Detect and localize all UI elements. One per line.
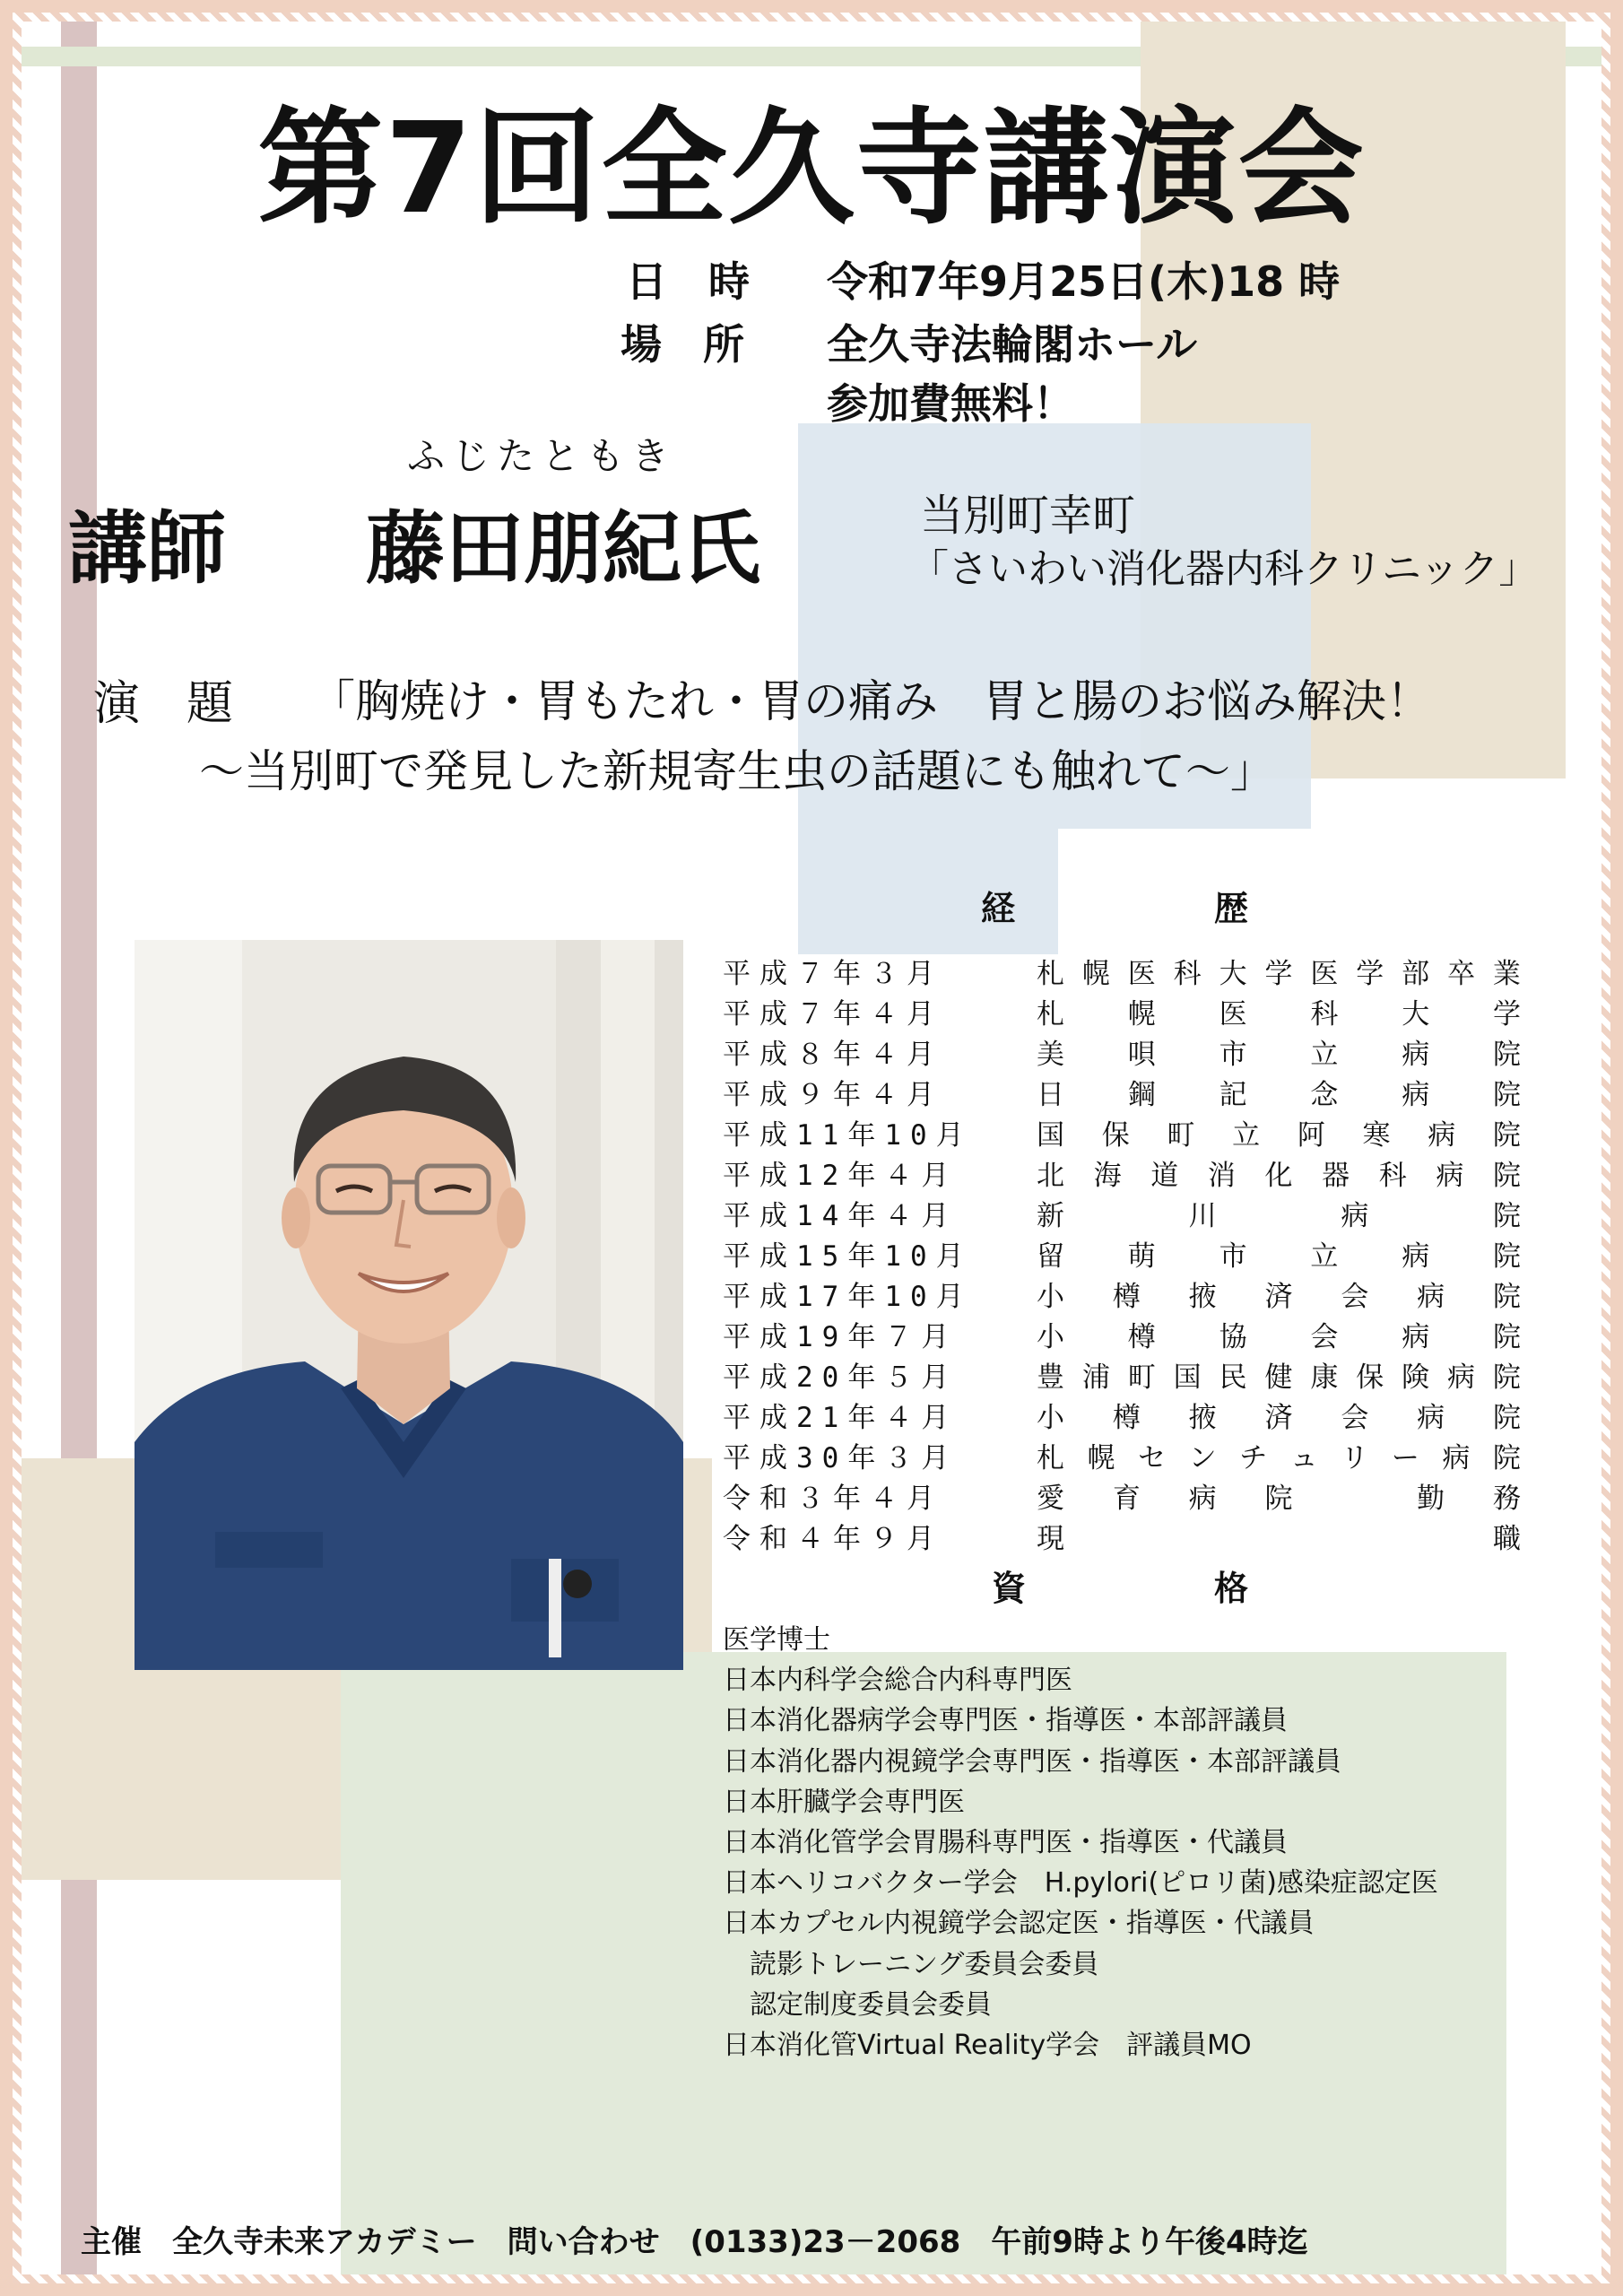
- lecturer-town: 当別町幸町: [920, 491, 1136, 541]
- career-place-char: 病: [1188, 1483, 1217, 1515]
- career-place: [1037, 991, 1521, 1031]
- career-place-char: 院: [1492, 1240, 1521, 1273]
- career-date: 平成21年４月: [723, 1402, 959, 1434]
- career-place-char: 新: [1037, 1200, 1064, 1232]
- career-place-char: 幌: [1081, 958, 1110, 990]
- career-place-char: 立: [1310, 1039, 1339, 1071]
- career-date: 平成14年４月: [723, 1200, 959, 1232]
- career-place-text: [1037, 1516, 1521, 1556]
- career-place: [1037, 1516, 1521, 1556]
- career-place-char: 会: [1310, 1321, 1339, 1353]
- career-place: [1037, 1354, 1521, 1395]
- career-place-char: 保: [1356, 1361, 1384, 1394]
- career-place-char: 記: [1219, 1079, 1247, 1111]
- topic-line2: ～当別町で発見した新規寄生虫の話題にも触れて～」: [199, 745, 1275, 797]
- career-place-char: 学: [1356, 958, 1384, 990]
- career-place-char: 病: [1447, 1361, 1476, 1394]
- career-place-char: 院: [1492, 1200, 1521, 1232]
- career-place-char: 幌: [1127, 998, 1156, 1031]
- career-place-char: ュ: [1289, 1442, 1318, 1474]
- career-row: [723, 1072, 1521, 1112]
- career-place-char: 病: [1402, 1240, 1430, 1273]
- career-date: 平成17年10月: [723, 1281, 973, 1313]
- career-place-char: 樽: [1112, 1402, 1141, 1434]
- career-place-char: ン: [1188, 1442, 1217, 1474]
- career-place: [1037, 1395, 1521, 1435]
- career-table: [723, 951, 1521, 1556]
- career-place-char: 健: [1264, 1361, 1293, 1394]
- career-place-char: 鋼: [1127, 1079, 1156, 1111]
- career-place-char: 掖: [1188, 1281, 1217, 1313]
- career-place-char: 科: [1173, 958, 1202, 990]
- career-place: [1037, 1072, 1521, 1112]
- career-place-text: [1037, 1193, 1521, 1233]
- career-row: [723, 1031, 1521, 1072]
- career-place-char: 勤: [1417, 1483, 1445, 1515]
- career-place-char: 大: [1402, 998, 1430, 1031]
- career-date: 令和４年９月: [723, 1523, 943, 1555]
- qualification-item: 日本ヘリコバクター学会 H.pylori(ピロリ菌)感染症認定医: [723, 1867, 1438, 1900]
- topic-label: 演 題: [93, 677, 234, 731]
- career-place-char: 病: [1428, 1119, 1456, 1152]
- career-place-char: 院: [1492, 1361, 1521, 1394]
- qualification-item: 日本内科学会総合内科専門医: [723, 1665, 1072, 1697]
- career-place-char: 掖: [1188, 1402, 1217, 1434]
- career-place-char: 唄: [1127, 1039, 1156, 1071]
- career-place-text: [1037, 951, 1521, 991]
- career-place-char: 医: [1219, 998, 1247, 1031]
- career-row: [723, 1314, 1521, 1354]
- career-place: [1037, 1314, 1521, 1354]
- career-place-char: 美: [1037, 1039, 1064, 1071]
- career-place-char: 病: [1436, 1160, 1464, 1192]
- career-place-text: [1037, 1233, 1521, 1274]
- career-place-char: 樽: [1112, 1281, 1141, 1313]
- career-place-char: 化: [1264, 1160, 1293, 1192]
- career-place: [1037, 1112, 1521, 1152]
- qualification-item: 日本カプセル内視鏡学会認定医・指導医・代議員: [723, 1908, 1315, 1940]
- career-place-char: 院: [1492, 1321, 1521, 1353]
- career-row: [723, 951, 1521, 991]
- career-row: [723, 1395, 1521, 1435]
- place-value: 全久寺法輪閣ホール: [827, 320, 1198, 369]
- qualification-item: 医学博士: [723, 1624, 830, 1656]
- career-place-char: 大: [1219, 958, 1247, 990]
- career-place-char: 医: [1310, 958, 1339, 990]
- career-place-char: 院: [1492, 1039, 1521, 1071]
- career-place-char: 小: [1037, 1402, 1064, 1434]
- career-place: [1037, 951, 1521, 991]
- career-date: 平成８年４月: [723, 1039, 943, 1071]
- career-place-char: 病: [1341, 1200, 1369, 1232]
- career-place-char: チ: [1239, 1442, 1268, 1474]
- poster-title: 第7回全久寺講演会: [257, 96, 1366, 242]
- lecturer-label: 講師: [68, 502, 227, 595]
- career-place-char: 済: [1264, 1281, 1293, 1313]
- career-place-text: [1037, 1031, 1521, 1072]
- topic-line1: 「胸焼け・胃もたれ・胃の痛み 胃と腸のお悩み解決！: [310, 675, 1431, 727]
- career-date: 平成11年10月: [723, 1119, 973, 1152]
- career-place-char: 阿: [1297, 1119, 1325, 1152]
- lecturer-name: 藤田朋紀氏: [366, 502, 761, 595]
- career-place-char: ー: [1391, 1442, 1419, 1474]
- career-place-char: 院: [1492, 1281, 1521, 1313]
- career-place: [1037, 1274, 1521, 1314]
- career-place-char: 立: [1310, 1240, 1339, 1273]
- career-date: 平成19年７月: [723, 1321, 959, 1353]
- career-place-char: 豊: [1037, 1361, 1064, 1394]
- lecturer-furigana: ふじたともき: [407, 434, 677, 478]
- career-place-char: 町: [1167, 1119, 1195, 1152]
- career-place-char: セ: [1138, 1442, 1167, 1474]
- career-place-char: 器: [1322, 1160, 1350, 1192]
- qualification-heading-b: 格: [1214, 1569, 1249, 1608]
- career-place-char: 学: [1264, 958, 1293, 990]
- career-place-char: 萌: [1127, 1240, 1156, 1273]
- career-heading-a: 経: [981, 889, 1016, 928]
- career-row: [723, 1233, 1521, 1274]
- qualification-item: 日本消化器病学会専門医・指導医・本部評議員: [723, 1705, 1288, 1737]
- career-place-char: 院: [1264, 1483, 1293, 1515]
- qualification-item: 日本消化管学会胃腸科専門医・指導医・代議員: [723, 1827, 1288, 1859]
- career-place-text: [1037, 1314, 1521, 1354]
- lecturer-photo: [135, 940, 683, 1670]
- career-place-char: 務: [1492, 1483, 1521, 1515]
- career-row: [723, 1475, 1521, 1516]
- career-place-char: 育: [1112, 1483, 1141, 1515]
- career-place-char: 町: [1127, 1361, 1156, 1394]
- qualification-item: 日本消化器内視鏡学会専門医・指導医・本部評議員: [723, 1745, 1341, 1778]
- date-value: 令和7年9月25日(木)18 時: [827, 257, 1341, 306]
- career-place-char: 道: [1150, 1160, 1179, 1192]
- career-place-char: 科: [1378, 1160, 1407, 1192]
- career-date: 平成７年４月: [723, 998, 943, 1031]
- career-place-char: 小: [1037, 1321, 1064, 1353]
- mauve-vertical-stripe: [61, 22, 97, 2274]
- career-place-char: 学: [1492, 998, 1521, 1031]
- career-place-char: 樽: [1127, 1321, 1156, 1353]
- career-date: 平成20年５月: [723, 1361, 959, 1394]
- career-place-char: 保: [1101, 1119, 1130, 1152]
- career-place-char: 卒: [1447, 958, 1476, 990]
- career-place-char: 部: [1402, 958, 1430, 990]
- career-place-char: 市: [1219, 1039, 1247, 1071]
- career-place-char: 職: [1493, 1523, 1521, 1555]
- qualification-item: 日本消化管Virtual Reality学会 評議員MO: [723, 2030, 1252, 2062]
- career-place-char: 消: [1207, 1160, 1236, 1192]
- career-date: 平成30年３月: [723, 1442, 959, 1474]
- career-row: [723, 991, 1521, 1031]
- career-row: [723, 1274, 1521, 1314]
- career-place-text: [1037, 1475, 1521, 1516]
- career-row: [723, 1112, 1521, 1152]
- career-place-char: 札: [1037, 1442, 1064, 1474]
- career-place-char: [1341, 1475, 1368, 1516]
- qualification-item: 認定制度委員会委員: [723, 1988, 992, 2021]
- qualification-heading-a: 資: [992, 1569, 1027, 1608]
- career-place-char: 会: [1341, 1402, 1369, 1434]
- career-place-char: 病: [1402, 1039, 1430, 1071]
- career-place: [1037, 1152, 1521, 1193]
- career-date: 平成15年10月: [723, 1240, 973, 1273]
- career-date: 平成12年４月: [723, 1160, 959, 1192]
- career-place: [1037, 1193, 1521, 1233]
- career-place-char: 小: [1037, 1281, 1064, 1313]
- career-row: [723, 1354, 1521, 1395]
- career-place-char: 市: [1219, 1240, 1247, 1273]
- career-place-char: 院: [1492, 1442, 1521, 1474]
- career-place-char: 民: [1219, 1361, 1247, 1394]
- qualification-item: 読影トレーニング委員会委員: [723, 1948, 1099, 1980]
- career-place-char: 院: [1492, 1079, 1521, 1111]
- career-place-text: [1037, 1152, 1521, 1193]
- career-place-char: 医: [1127, 958, 1156, 990]
- career-place-char: 院: [1492, 1402, 1521, 1434]
- fee-text: 参加費無料！: [827, 379, 1074, 428]
- career-place-char: 病: [1442, 1442, 1471, 1474]
- career-place-char: 日: [1037, 1079, 1064, 1111]
- career-date: 令和３年４月: [723, 1483, 943, 1515]
- poster-body: [22, 22, 1601, 2274]
- career-place-char: 病: [1402, 1079, 1430, 1111]
- career-place: [1037, 1435, 1521, 1475]
- career-place-char: 病: [1417, 1281, 1445, 1313]
- career-row: [723, 1516, 1521, 1556]
- qualification-list: [723, 1620, 1438, 2066]
- footer-contact: 主催 全久寺未来アカデミー 問い合わせ (0133)23－2068 午前9時より午後4時迄: [81, 2224, 1308, 2260]
- career-place: [1037, 1031, 1521, 1072]
- career-place-char: 国: [1037, 1119, 1064, 1152]
- career-place-text: [1037, 991, 1521, 1031]
- career-place-char: 院: [1493, 1160, 1521, 1192]
- qualification-item: 日本肝臓学会専門医: [723, 1786, 965, 1818]
- blue-center-block-lower: [798, 829, 1058, 954]
- career-place-char: 科: [1310, 998, 1339, 1031]
- career-place-char: 国: [1173, 1361, 1202, 1394]
- career-row: [723, 1435, 1521, 1475]
- career-place: [1037, 1233, 1521, 1274]
- career-place-char: 海: [1093, 1160, 1122, 1192]
- career-place-char: 業: [1492, 958, 1521, 990]
- career-place-char: 北: [1037, 1160, 1064, 1192]
- lecturer-portrait-illustration: [135, 940, 683, 1670]
- career-place-char: 愛: [1037, 1483, 1064, 1515]
- career-place-text: [1037, 1274, 1521, 1314]
- career-place-char: 幌: [1087, 1442, 1115, 1474]
- career-place-char: 寒: [1362, 1119, 1391, 1152]
- career-place-text: [1037, 1435, 1521, 1475]
- career-place-char: 険: [1402, 1361, 1430, 1394]
- career-place-char: 院: [1492, 1119, 1521, 1152]
- career-date: 平成９年４月: [723, 1079, 943, 1111]
- career-place-char: 留: [1037, 1240, 1064, 1273]
- career-place-text: [1037, 1354, 1521, 1395]
- date-label: 日 時: [626, 257, 750, 306]
- career-place: [1037, 1475, 1521, 1516]
- lecturer-clinic: 「さいわい消化器内科クリニック」: [909, 546, 1539, 592]
- career-place-char: 協: [1219, 1321, 1247, 1353]
- career-heading-b: 歴: [1214, 889, 1249, 928]
- career-row: [723, 1193, 1521, 1233]
- career-place-char: 病: [1417, 1402, 1445, 1434]
- career-place-char: 浦: [1081, 1361, 1110, 1394]
- career-place-text: [1037, 1072, 1521, 1112]
- career-date: 平成７年３月: [723, 958, 943, 990]
- career-place-char: リ: [1341, 1442, 1369, 1474]
- career-place-char: 札: [1037, 958, 1064, 990]
- career-place-char: 会: [1341, 1281, 1369, 1313]
- career-place-char: 立: [1232, 1119, 1261, 1152]
- place-label: 場 所: [621, 320, 744, 369]
- career-place-text: [1037, 1395, 1521, 1435]
- career-place-char: 念: [1310, 1079, 1339, 1111]
- career-place-char: 現: [1037, 1523, 1064, 1555]
- career-place-char: 済: [1264, 1402, 1293, 1434]
- career-place-char: 川: [1188, 1200, 1217, 1232]
- career-row: [723, 1152, 1521, 1193]
- career-place-char: 札: [1037, 998, 1064, 1031]
- career-place-text: [1037, 1112, 1521, 1152]
- career-place-char: 康: [1310, 1361, 1339, 1394]
- career-place-char: 病: [1402, 1321, 1430, 1353]
